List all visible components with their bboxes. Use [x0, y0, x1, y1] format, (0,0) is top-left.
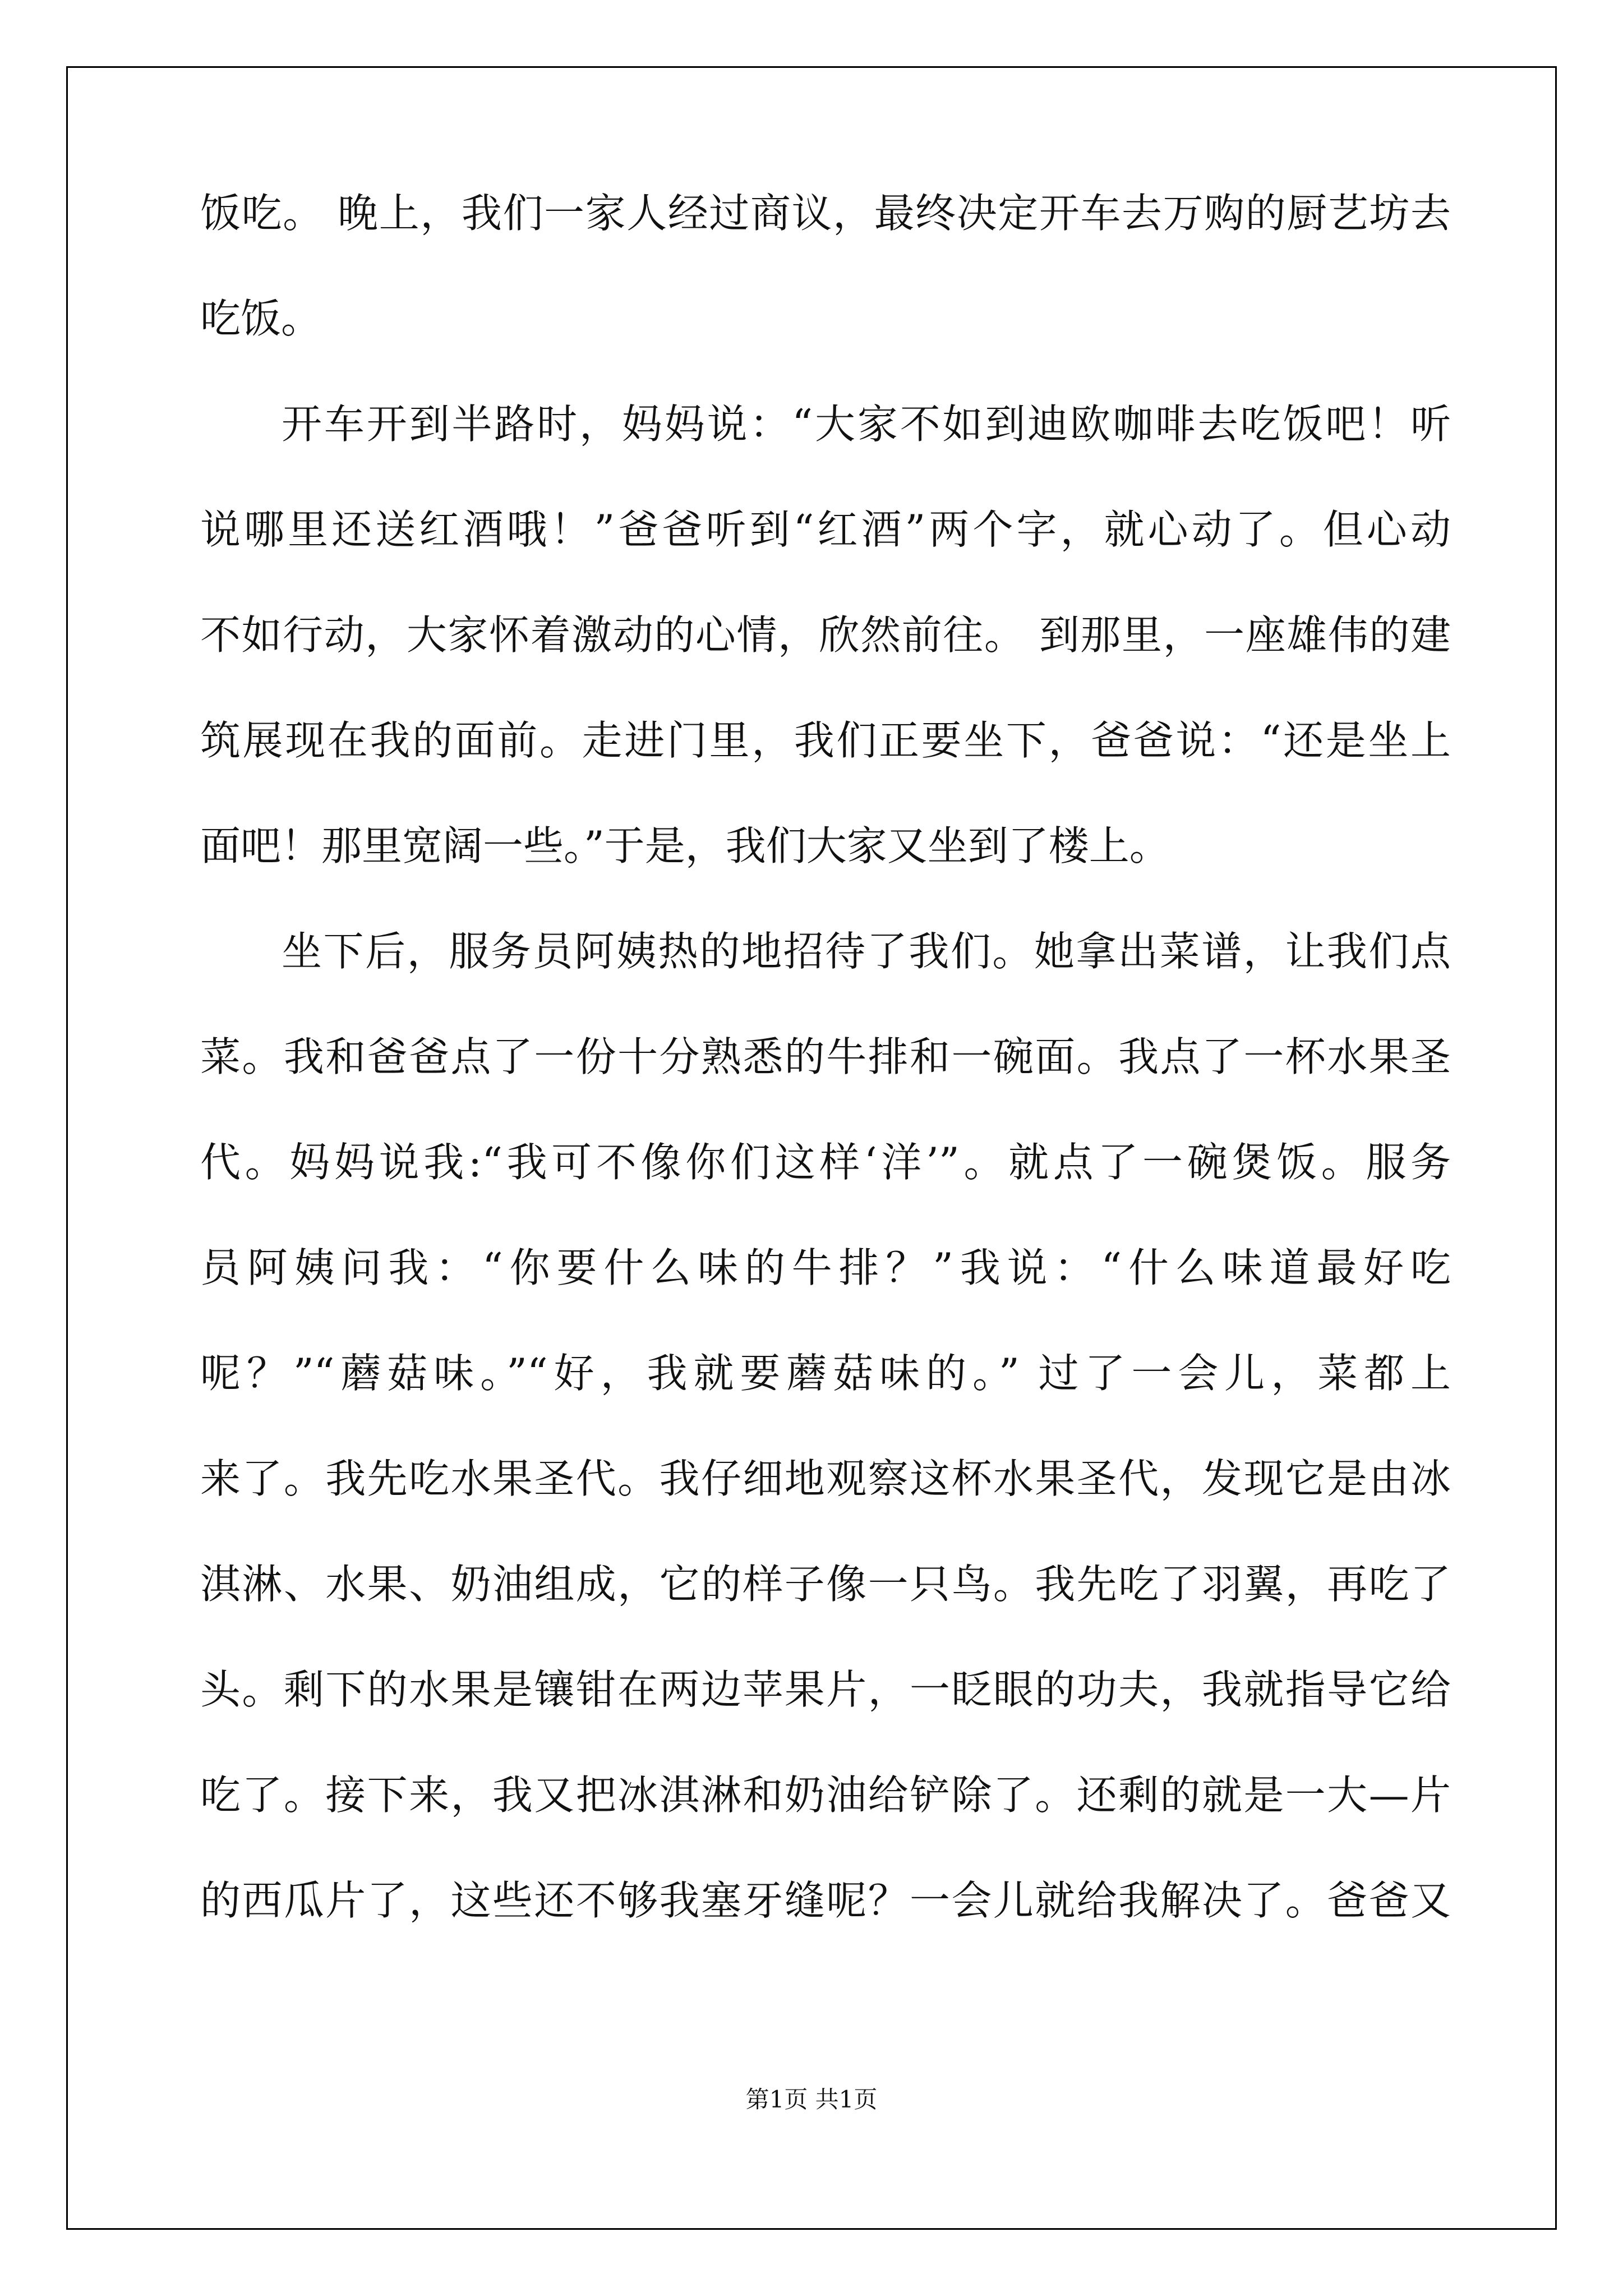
text-line: 淇淋、水果、奶油组成，它的样子像一只鸟。我先吃了羽翼，再吃了 — [200, 1561, 1451, 1608]
text-line: 面吧！那里宽阔一些。”于是，我们大家又坐到了楼上。 — [200, 822, 1170, 869]
text-line: 说哪里还送红酒哦！”爸爸听到“红酒”两个字，就心动了。但心动 — [200, 506, 1451, 553]
text-line: 员阿姨问我：“你要什么味的牛排？”我说：“什么味道最好吃 — [200, 1244, 1451, 1291]
text-line: 来了。我先吃水果圣代。我仔细地观察这杯水果圣代，发现它是由冰 — [200, 1455, 1451, 1502]
text-line: 吃了。接下来，我又把冰淇淋和奶油给铲除了。还剩的就是一大—片 — [200, 1772, 1451, 1819]
text-line: 代。妈妈说我:“我可不像你们这样‘洋’”。就点了一碗煲饭。服务 — [200, 1139, 1451, 1186]
paragraph-start-line: 坐下后，服务员阿姨热的地招待了我们。她拿出菜谱，让我们点 — [282, 928, 1451, 975]
text-line: 饭吃。 晚上，我们一家人经过商议，最终决定开车去万购的厨艺坊去 — [200, 190, 1451, 237]
text-line: 吃饭。 — [200, 295, 322, 342]
text-line: 的西瓜片了，这些还不够我塞牙缝呢？一会儿就给我解决了。爸爸又 — [200, 1877, 1451, 1924]
text-line: 呢？”“蘑菇味。”“好，我就要蘑菇味的。” 过了一会儿，菜都上 — [200, 1350, 1451, 1397]
text-line: 筑展现在我的面前。走进门里，我们正要坐下，爸爸说：“还是坐上 — [200, 717, 1451, 764]
paragraph-start-line: 开车开到半路时，妈妈说：“大家不如到迪欧咖啡去吃饭吧！听 — [282, 401, 1451, 448]
text-line: 菜。我和爸爸点了一份十分熟悉的牛排和一碗面。我点了一杯水果圣 — [200, 1033, 1451, 1080]
text-line: 头。剩下的水果是镶钳在两边苹果片，一眨眼的功夫，我就指导它给 — [200, 1666, 1451, 1713]
page-number-footer: 第1页 共1页 — [745, 2086, 878, 2113]
text-line: 不如行动，大家怀着激动的心情，欣然前往。 到那里，一座雄伟的建 — [200, 611, 1451, 659]
